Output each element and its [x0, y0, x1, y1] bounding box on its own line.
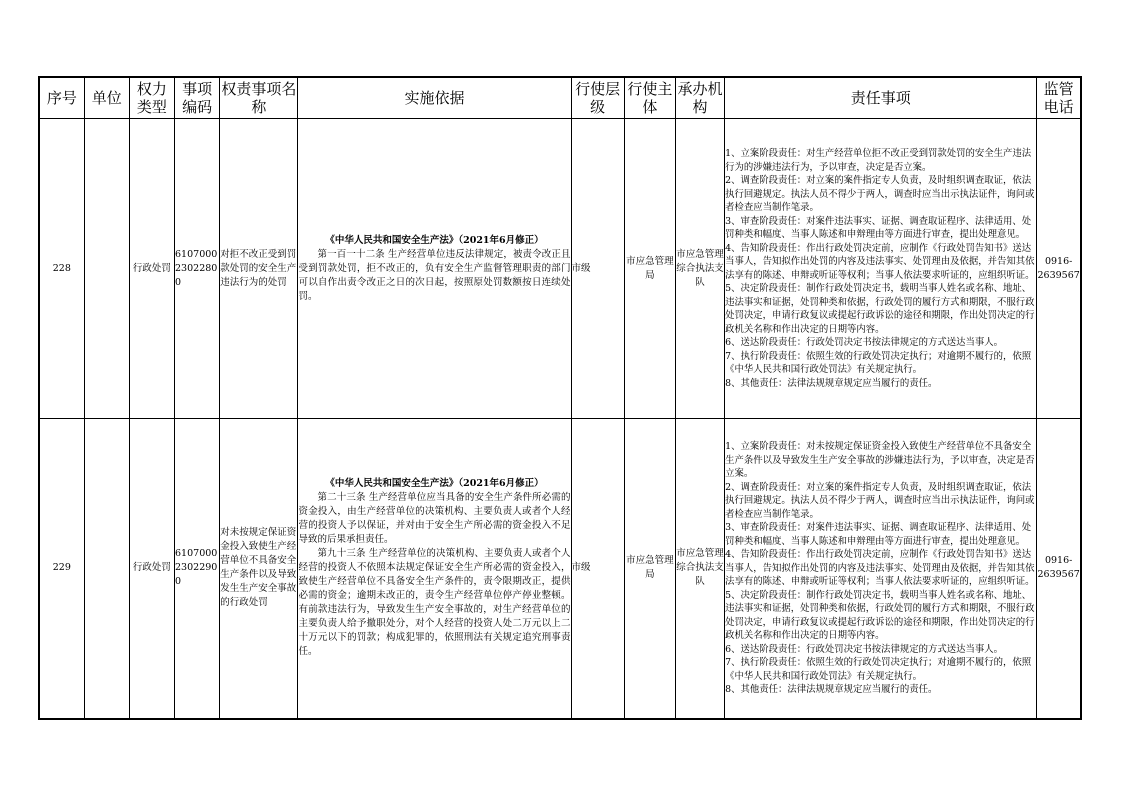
cell-name: 对拒不改正受到罚款处罚的安全生产违法行为的处罚	[220, 119, 298, 419]
responsibility-item: 2、调查阶段责任：对立案的案件指定专人负责，及时组织调查取证，依法执行回避规定。执法人员不得少于两人，调查时应当出示执法证件，询问或者检查应当制作笔录。	[725, 481, 1035, 520]
header-org: 承办机构	[675, 77, 724, 119]
cell-responsibility	[725, 419, 1037, 719]
responsibility-item: 8、其他责任：法律法规规章规定应当履行的责任。	[725, 684, 938, 695]
table-row	[39, 419, 1081, 719]
basis-law-title: 《中华人民共和国安全生产法》（2021年6月修正）	[325, 478, 544, 490]
basis-article: 第二十三条 生产经营单位应当具备的安全生产条件所必需的资金投入，由生产经营单位的决策机构、主要负责人或者个人经营的投资人予以保证，并对由于安全生产所必需的资金投入不足导致的后果承担责任。	[298, 492, 571, 546]
cell-phone: 0916-2639567	[1037, 119, 1081, 419]
header-responsibility: 责任事项	[725, 77, 1037, 119]
header-row	[39, 77, 1081, 119]
responsibility-item: 7、执行阶段责任：依照生效的行政处罚决定执行；对逾期不履行的，依照《中华人民共和国行政处罚法》有关规定执行。	[725, 657, 1032, 682]
header-unit: 单位	[84, 77, 129, 119]
cell-unit	[84, 419, 129, 719]
cell-type: 行政处罚	[129, 119, 174, 419]
header-power-type: 权力类型	[129, 77, 174, 119]
cell-responsibility	[725, 119, 1037, 419]
header-basis: 实施依据	[298, 77, 571, 119]
cell-org: 市应急管理综合执法支队	[675, 119, 724, 419]
cell-subject: 市应急管理局	[624, 419, 675, 719]
responsibility-item: 6、送达阶段责任：行政处罚决定书按法律规定的方式送达当事人。	[725, 643, 1003, 655]
cell-level: 市级	[571, 419, 624, 719]
responsibility-item: 7、执行阶段责任：依照生效的行政处罚决定执行；对逾期不履行的，依照《中华人民共和国行政处罚法》有关规定执行。	[725, 350, 1032, 375]
cell-org: 市应急管理综合执法支队	[675, 419, 724, 719]
responsibility-item: 2、调查阶段责任：对立案的案件指定专人负责，及时组织调查取证，依法执行回避规定。执法人员不得少于两人，调查时应当出示执法证件，询问或者检查应当制作笔录。	[725, 175, 1035, 213]
responsibility-item: 5、决定阶段责任：制作行政处罚决定书，载明当事人姓名或名称、地址、违法事实和证据，处罚种类和依据，行政处罚的履行方式和期限，不服行政处罚决定，申请行政复议或提起行政诉讼的途径和期限，作出处罚决定的行政机关名称和作出决定的日期等内容。	[725, 283, 1035, 335]
cell-seq: 228	[39, 119, 84, 419]
cell-basis	[298, 419, 571, 719]
cell-level: 市级	[571, 119, 624, 419]
responsibility-item: 3、审查阶段责任：对案件违法事实、证据、调查取证程序、法律适用、处罚种类和幅度、当事人陈述和申辩理由等方面进行审查，提出处理意见。	[725, 522, 1032, 547]
cell-type: 行政处罚	[129, 419, 174, 719]
responsibility-item: 4、告知阶段责任：作出行政处罚决定前，应制作《行政处罚告知书》送达当事人，告知拟作出处罚的内容及违法事实、处罚理由及依据，并告知其依法享有的陈述、申辩或听证等权利；当事人依法要求听证的，应组织听证。	[725, 242, 1035, 281]
responsibility-item: 6、送达阶段责任：行政处罚决定书按法律规定的方式送达当事人。	[725, 337, 1003, 348]
responsibility-item: 4、告知阶段责任：作出行政处罚决定前，应制作《行政处罚告知书》送达当事人，告知拟作出处罚的内容及违法事实、处罚理由及依据，并告知其依法享有的陈述、申辩或听证等权利；当事人依法要求听证的，应组织听证。	[725, 549, 1035, 587]
header-item-code: 事项编码	[175, 77, 220, 119]
responsibility-item: 5、决定阶段责任：制作行政处罚决定书，载明当事人姓名或名称、地址、违法事实和证据，处罚种类和依据，行政处罚的履行方式和期限，不服行政处罚决定，申请行政复议或提起行政诉讼的途径和期限，作出处罚决定的行政机关名称和作出决定的日期等内容。	[725, 589, 1035, 641]
basis-article: 第九十三条 生产经营单位的决策机构、主要负责人或者个人经营的投资人不依照本法规定保证安全生产所必需的资金投入，致使生产经营单位不具备安全生产条件的，责令限期改正，提供必需的资金；逾期未改正的，责令生产经营单位停产停业整顿。有前款违法行为，导致发生生产安全事故的，对生产经营单位的主要负责人给予撤职处分，对个人经营的投资人处二万元以上二十万元以下的罚款；构成犯罪的，依照刑法有关规定追究刑事责任。	[298, 548, 571, 658]
cell-name: 对未按规定保证资金投入致使生产经营单位不具备安全生产条件以及导致发生生产安全事故的行政处罚	[220, 419, 298, 719]
responsibility-item: 8、其他责任：法律法规规章规定应当履行的责任。	[725, 377, 938, 389]
header-phone: 监管电话	[1037, 77, 1081, 119]
cell-code: 610700023022900	[175, 419, 220, 719]
responsibility-item: 1、立案阶段责任：对生产经营单位拒不改正受到罚款处罚的安全生产违法行为的涉嫌违法行为，予以审查，决定是否立案。	[725, 148, 1032, 173]
responsibility-table	[38, 76, 1082, 720]
basis-article: 第一百一十二条 生产经营单位违反法律规定，被责令改正且受到罚款处罚，拒不改正的，负有安全生产监督管理职责的部门可以自作出责令改正之日的次日起，按照原处罚数额按日连续处罚。	[298, 248, 571, 302]
basis-law-title: 《中华人民共和国安全生产法》（2021年6月修正）	[325, 234, 544, 246]
header-level: 行使层级	[571, 77, 624, 119]
responsibility-item: 3、审查阶段责任：对案件违法事实、证据、调查取证程序、法律适用、处罚种类和幅度、当事人陈述和申辩理由等方面进行审查，提出处理意见。	[725, 215, 1032, 240]
header-item-name: 权责事项名称	[220, 77, 298, 119]
responsibility-item: 1、立案阶段责任：对未按规定保证资金投入致使生产经营单位不具备安全生产条件以及导致发生生产安全事故的涉嫌违法行为，予以审查，决定是否立案。	[725, 441, 1035, 479]
cell-unit	[84, 119, 129, 419]
header-seq: 序号	[39, 77, 84, 119]
cell-subject: 市应急管理局	[624, 119, 675, 419]
header-subject: 行使主体	[624, 77, 675, 119]
cell-seq: 229	[39, 419, 84, 719]
cell-basis	[298, 119, 571, 419]
cell-code: 610700023022800	[175, 119, 220, 419]
cell-phone: 0916-2639567	[1037, 419, 1081, 719]
table-row	[39, 119, 1081, 419]
